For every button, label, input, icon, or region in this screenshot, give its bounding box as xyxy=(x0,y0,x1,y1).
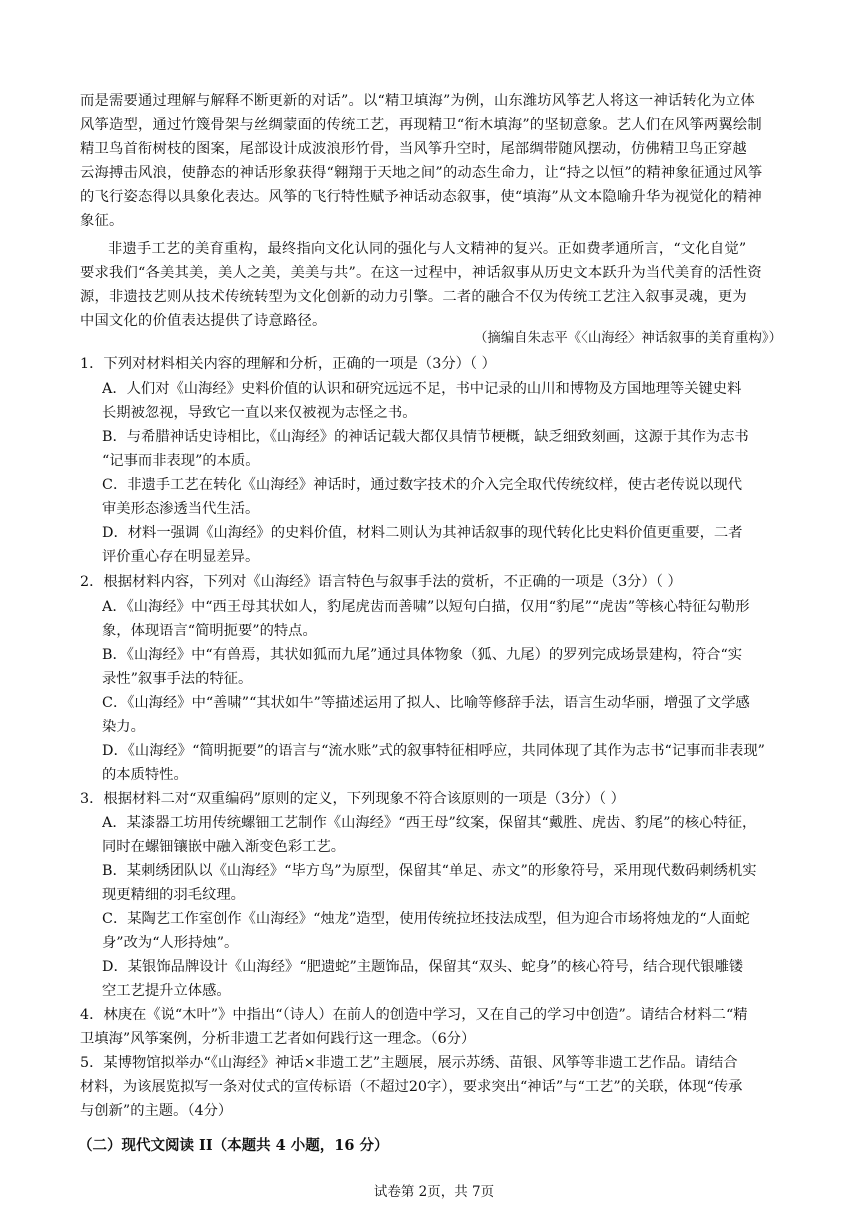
question-stem-cont: 与创新”的主题。（4分） xyxy=(80,1103,233,1119)
passage-line: 非遗手工艺的美育重构，最终指向文化认同的强化与人文精神的复兴。正如费孝通所言，“文化自觉” xyxy=(108,241,747,257)
option-a: A．人们对《山海经》史料价值的认识和研究远远不足，书中记录的山川和博物及方国地理等关键史料 xyxy=(102,381,742,397)
section-heading: （二）现代文阅读 II（本题共 4 小题，16 分） xyxy=(78,1137,389,1154)
question-stem-cont: 材料，为该展览拟写一条对仗式的宣传标语（不超过20字），要求突出“神话”与“工艺”的关联，体现“传承 xyxy=(80,1079,743,1095)
option-b: B．《山海经》中“有兽焉，其状如狐而九尾”通过具体物象（狐、九尾）的罗列完成场景建构，符合“实 xyxy=(102,647,743,663)
passage-line: 云海搏击风浪，使静态的神话形象获得“翱翔于天地之间”的动态生命力，让“持之以恒”的精神象征通过风筝 xyxy=(80,165,763,181)
passage-line: 精卫鸟首衔树枝的图案，尾部设计成波浪形竹骨，当风筝升空时，尾部绸带随风摆动，仿佛精卫鸟正穿越 xyxy=(80,141,747,157)
option-d: D．材料一强调《山海经》的史料价值，材料二则认为其神话叙事的现代转化比史料价值更重要，二者 xyxy=(102,525,743,541)
question-stem: 3．根据材料二对“双重编码”原则的定义，下列现象不符合该原则的一项是（3分）（ ） xyxy=(80,791,625,807)
option-c-cont: 身”改为“人形持烛”。 xyxy=(102,935,239,951)
option-c-cont: 审美形态渗透当代生活。 xyxy=(102,501,260,517)
option-b: B．某刺绣团队以《山海经》“毕方鸟”为原型，保留其“单足、赤文”的形象符号，采用现代数码刺绣机实 xyxy=(102,863,757,879)
option-a: A．《山海经》中“西王母其状如人，豹尾虎齿而善啸”以短句白描，仅用“豹尾”“虎齿”等核心特征勾勒形 xyxy=(102,599,750,615)
question-stem-cont: 卫填海”风筝案例，分析非遗工艺者如何践行这一理念。（6分） xyxy=(80,1031,476,1047)
option-c: C．《山海经》中“善啸”“其状如牛”等描述运用了拟人、比喻等修辞手法，语言生动华丽，增强了文学感 xyxy=(102,695,750,711)
option-d-cont: 评价重心存在明显差异。 xyxy=(102,549,260,565)
option-d: D．某银饰品牌设计《山海经》“肥遗蛇”主题饰品，保留其“双头、蛇身”的核心符号，结合现代银雕镂 xyxy=(102,959,744,975)
passage-line: 风筝造型，通过竹篾骨架与丝绸蒙面的传统工艺，再现精卫“衔木填海”的坚韧意象。艺人们在风筝两翼绘制 xyxy=(80,117,762,133)
option-c-cont: 染力。 xyxy=(102,719,145,735)
question-stem: 5．某博物馆拟举办“《山海经》神话×非遗工艺”主题展，展示苏绣、苗银、风筝等非遗工艺作品。请结合 xyxy=(80,1055,738,1071)
question-stem: 4．林庚在《说“木叶”》中指出“（诗人）在前人的创造中学习，又在自己的学习中创造”。请结合材料二“精 xyxy=(80,1007,748,1023)
option-b-cont: “记事而非表现”的本质。 xyxy=(102,453,260,469)
option-a-cont: 象，体现语言“简明扼要”的特点。 xyxy=(102,623,317,639)
option-a-cont: 同时在螺钿镶嵌中融入渐变色彩工艺。 xyxy=(102,839,346,855)
option-c: C．某陶艺工作室创作《山海经》“烛龙”造型，使用传统拉坯技法成型，但为迎合市场将烛龙的“人面蛇 xyxy=(102,911,750,927)
passage-line: 而是需要通过理解与解释不断更新的对话”。以“精卫填海”为例，山东潍坊风筝艺人将这一神话转化为立体 xyxy=(80,93,755,109)
question-stem: 2．根据材料内容，下列对《山海经》语言特色与叙事手法的赏析，不正确的一项是（3分）（ ） xyxy=(80,574,682,590)
option-a: A．某漆器工坊用传统螺钿工艺制作《山海经》“西王母”纹案，保留其“戴胜、虎齿、豹尾”的核心特征， xyxy=(102,815,757,831)
question-stem: 1．下列对材料相关内容的理解和分析，正确的一项是（3分）（ ） xyxy=(80,356,496,372)
option-b-cont: 录性”叙事手法的特征。 xyxy=(102,671,253,687)
passage-line: 中国文化的价值表达提供了诗意路径。 xyxy=(80,313,327,329)
option-a-cont: 长期被忽视，导致它一直以来仅被视为志怪之书。 xyxy=(102,405,417,421)
passage-line: 要求我们“各美其美，美人之美，美美与共”。在这一过程中，神话叙事从历史文本跃升为当代美育的活性资 xyxy=(80,265,762,281)
page-footer: 试卷第 2页，共 7页 xyxy=(373,1184,495,1200)
option-d: D．《山海经》“简明扼要”的语言与“流水账”式的叙事特征相呼应，共同体现了其作为志书“记事而非表现” xyxy=(102,743,765,759)
passage-source: （摘编自朱志平《〈山海经〉神话叙事的美育重构》） xyxy=(474,331,782,346)
passage-line: 象征。 xyxy=(80,213,124,229)
option-b-cont: 现更精细的羽毛纹理。 xyxy=(102,887,245,903)
option-d-cont: 空工艺提升立体感。 xyxy=(102,983,231,999)
option-c: C．非遗手工艺在转化《山海经》神话时，通过数字技术的介入完全取代传统纹样，使古老传说以现代 xyxy=(102,477,742,493)
option-b: B．与希腊神话史诗相比，《山海经》的神话记载大都仅具情节梗概，缺乏细致刻画，这源于其作为志书 xyxy=(102,429,749,445)
passage-line: 源，非遗技艺则从技术传统转型为文化创新的动力引擎。二者的融合不仅为传统工艺注入叙事灵魂，更为 xyxy=(80,289,747,305)
option-d-cont: 的本质特性。 xyxy=(102,767,188,783)
passage-line: 的飞行姿态得以具象化表达。风筝的飞行特性赋予神话动态叙事，使“填海”从文本隐喻升华为视觉化的精神 xyxy=(80,189,762,205)
